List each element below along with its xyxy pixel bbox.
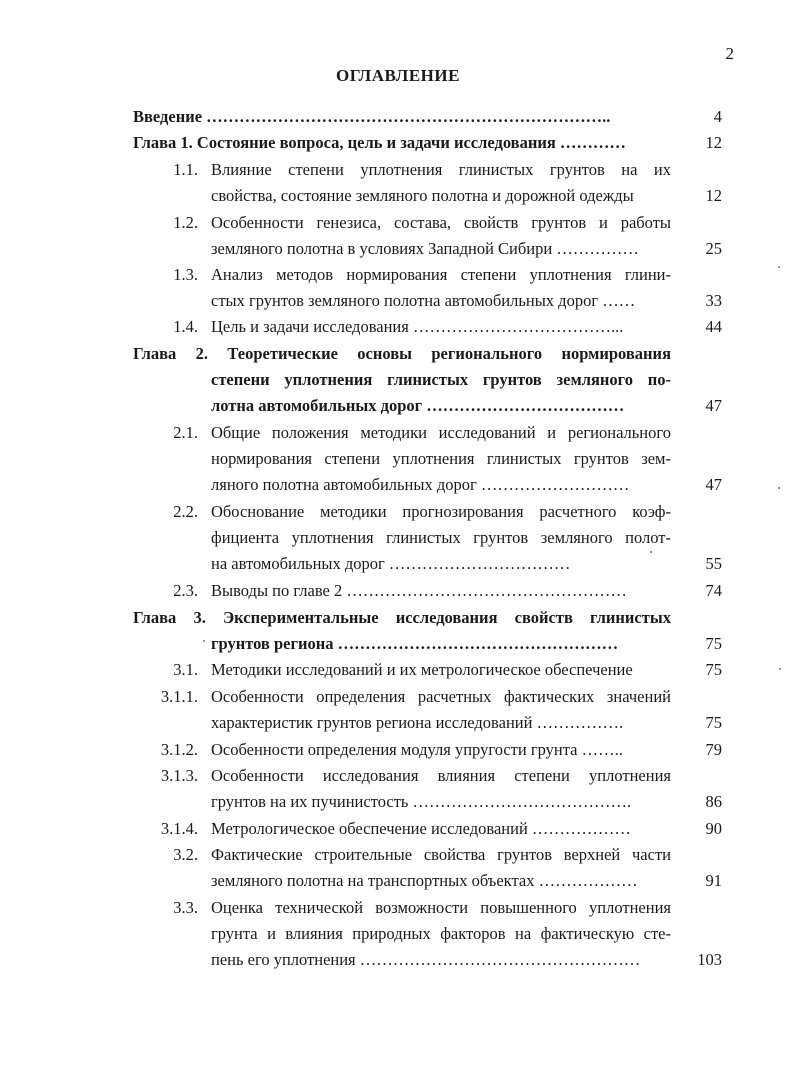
toc-page-3-3: 103	[697, 950, 722, 969]
toc-entry-3-1-3-cont: грунтов на их пучинистость ………………………………….	[211, 792, 632, 811]
scan-speck	[778, 266, 780, 268]
toc-page-3-1: 75	[705, 660, 722, 679]
toc-chapter-2-cont2: лотна автомобильных дорог ………………………………	[211, 396, 625, 415]
toc-num-3-2: 3.2.	[173, 845, 198, 864]
toc-entry-3-2: Фактические строительные свойства грунтов верхней части	[211, 845, 671, 864]
toc-num-2-1: 2.1.	[173, 423, 198, 442]
toc-entry-3-1-4: Метрологическое обеспечение исследований ………………	[211, 819, 631, 838]
toc-page-2-3: 74	[705, 581, 722, 600]
toc-entry-intro: Введение ………………………………………………………………..	[133, 107, 611, 126]
toc-chapter-3-cont: грунтов региона ……………………………………………	[211, 634, 619, 653]
toc-entry-2-2-cont2: на автомобильных дорог ……………………………	[211, 554, 571, 573]
toc-entry-3-1-2: Особенности определения модуля упругости грунта ……..	[211, 740, 623, 759]
scan-speck	[779, 668, 781, 670]
toc-entry-3-1: Методики исследований и их метрологическое обеспечение	[211, 660, 633, 679]
toc-entry-1-1-cont: свойства, состояние земляного полотна и дорожной одежды	[211, 186, 634, 205]
toc-entry-2-1-cont: нормирования степени уплотнения глинистых грунтов зем-	[211, 449, 671, 468]
toc-page-ch2: 47	[705, 396, 722, 415]
toc-num-1-2: 1.2.	[173, 213, 198, 232]
toc-entry-1-3: Анализ методов нормирования степени уплотнения глини-	[211, 265, 671, 284]
toc-num-1-4: 1.4.	[173, 317, 198, 336]
toc-num-2-3: 2.3.	[173, 581, 198, 600]
toc-entry-3-1-1: Особенности определения расчетных фактических значений	[211, 687, 671, 706]
toc-page-2-2: 55	[705, 554, 722, 573]
toc-page-3-1-3: 86	[705, 792, 722, 811]
page-title: ОГЛАВЛЕНИЕ	[336, 66, 460, 85]
scan-speck	[650, 551, 652, 553]
toc-page-1-4: 44	[705, 317, 722, 336]
toc-entry-2-2: Обоснование методики прогнозирования расчетного коэф-	[211, 502, 671, 521]
toc-page-3-1-2: 79	[705, 740, 722, 759]
toc-page-1-2: 25	[705, 239, 722, 258]
toc-page-1-3: 33	[705, 291, 722, 310]
toc-num-3-1: 3.1.	[173, 660, 198, 679]
toc-num-3-1-2: 3.1.2.	[160, 740, 198, 759]
toc-page-3-1-4: 90	[705, 819, 722, 838]
toc-entry-1-2: Особенности генезиса, состава, свойств грунтов и работы	[211, 213, 671, 232]
toc-chapter-2-cont: степени уплотнения глинистых грунтов земляного по-	[211, 370, 671, 389]
toc-entry-3-2-cont: земляного полотна на транспортных объектах ………………	[211, 871, 638, 890]
toc-entry-2-3: Выводы по главе 2 ……………………………………………	[211, 581, 627, 600]
toc-num-3-1-4: 3.1.4.	[160, 819, 198, 838]
toc-entry-3-1-1-cont: характеристик грунтов региона исследований …………….	[211, 713, 624, 732]
toc-page-2-1: 47	[705, 475, 722, 494]
toc-chapter-3: Глава 3. Экспериментальные исследования свойств глинистых	[133, 608, 671, 627]
toc-num-3-1-1: 3.1.1.	[160, 687, 198, 706]
toc-page-1-1: 12	[705, 186, 722, 205]
toc-entry-2-1-cont2: ляного полотна автомобильных дорог ………………………	[211, 475, 630, 494]
scan-speck	[203, 640, 205, 642]
toc-page-ch3: 75	[705, 634, 722, 653]
toc-entry-2-1: Общие положения методики исследований и регионального	[211, 423, 671, 442]
toc-entry-2-2-cont: фициента уплотнения глинистых грунтов земляного полот-	[211, 528, 671, 547]
scan-speck	[778, 487, 780, 489]
toc-page-3-1-1: 75	[705, 713, 722, 732]
toc-entry-3-3-cont2: пень его уплотнения ……………………………………………	[211, 950, 641, 969]
toc-entry-1-3-cont: стых грунтов земляного полотна автомобильных дорог ……	[211, 291, 636, 310]
toc-page-intro: 4	[713, 107, 722, 126]
toc-entry-1-1: Влияние степени уплотнения глинистых грунтов на их	[211, 160, 671, 179]
toc-num-3-1-3: 3.1.3.	[160, 766, 198, 785]
toc-num-3-3: 3.3.	[173, 898, 198, 917]
toc-num-1-3: 1.3.	[173, 265, 198, 284]
toc-chapter-1: Глава 1. Состояние вопроса, цель и задачи исследования …………	[133, 133, 626, 152]
toc-page-3-2: 91	[705, 871, 722, 890]
toc-entry-1-2-cont: земляного полотна в условиях Западной Сибири ……………	[211, 239, 639, 258]
toc-entry-1-4: Цель и задачи исследования ………………………………...	[211, 317, 624, 336]
toc-chapter-2: Глава 2. Теоретические основы регионального нормирования	[133, 344, 671, 363]
toc-num-2-2: 2.2.	[173, 502, 198, 521]
toc-entry-3-3-cont: грунта и влияния природных факторов на фактическую сте-	[211, 924, 671, 943]
toc-entry-3-1-3: Особенности исследования влияния степени уплотнения	[211, 766, 671, 785]
page-number: 2	[725, 44, 734, 63]
toc-entry-3-3: Оценка технической возможности повышенного уплотнения	[211, 898, 671, 917]
toc-page-ch1: 12	[705, 133, 722, 152]
toc-num-1-1: 1.1.	[173, 160, 198, 179]
